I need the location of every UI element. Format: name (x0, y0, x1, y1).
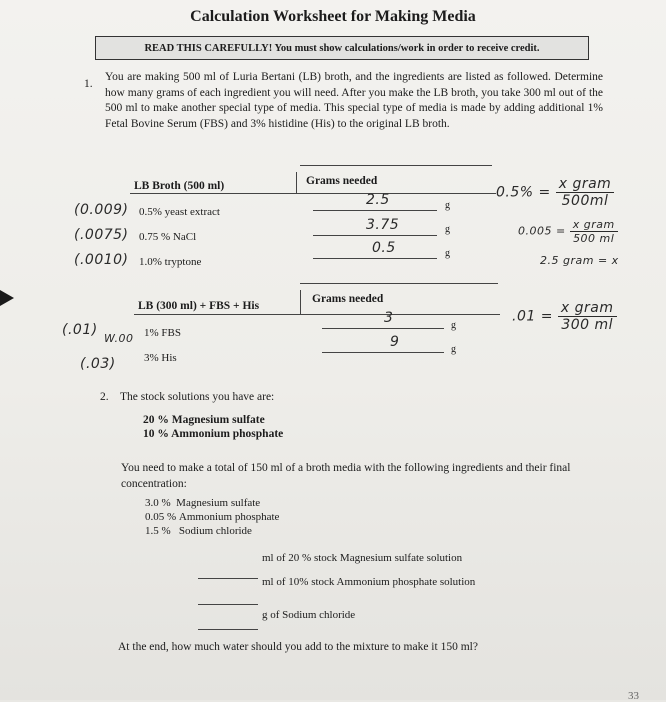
table2-row2-blank (322, 352, 444, 353)
work2-num: x gram (558, 300, 617, 317)
table2-row1-note: (.01) (62, 322, 98, 338)
table2-row1-answer: 3 (384, 310, 394, 326)
instruction-banner (95, 36, 589, 60)
work1-line2 (518, 218, 618, 245)
final-1-name: Magnesium sulfate (176, 497, 261, 509)
work1-line2-fraction (570, 218, 618, 245)
table1-row2-ingredient: 0.75 % NaCl (139, 231, 197, 243)
blank-1-label: ml of 20 % stock Magnesium sulfate solution (262, 552, 463, 564)
table2-row2-unit: g (451, 344, 456, 355)
table1-header-rule (130, 193, 496, 194)
final-3-name: Sodium chloride (178, 525, 252, 537)
table2-row1-blank (322, 328, 444, 329)
question-1-number: 1. (84, 78, 93, 90)
final-3-pct: 1.5 % (145, 525, 171, 537)
work1-line1-fraction (556, 176, 615, 209)
blank-1-line[interactable] (198, 578, 258, 579)
table1-row3-ingredient: 1.0% tryptone (139, 256, 202, 268)
page-number: 33 (628, 690, 639, 702)
blank-2-label: ml of 10% stock Ammonium phosphate solution (262, 576, 476, 588)
table2-row1-unit: g (451, 320, 456, 331)
table1-divider (296, 172, 297, 194)
final-2-pct: 0.05 % (145, 511, 177, 523)
table1-row1-blank (313, 210, 437, 211)
work1-line1-left: 0.5% = (496, 184, 551, 201)
blank-3-line[interactable] (198, 629, 258, 630)
table2-row2-note: (.03) (80, 356, 116, 372)
table1-row2-answer: 3.75 (366, 217, 400, 233)
work1-line2-den: 500 ml (573, 232, 615, 245)
work1-line2-num: x gram (570, 218, 618, 232)
table2-row2-answer: 9 (390, 334, 400, 350)
final-1-pct: 3.0 % (145, 497, 171, 509)
stock-2: 10 % Ammonium phosphate (143, 428, 284, 440)
page-title: Calculation Worksheet for Making Media (190, 8, 476, 25)
table2-header-rule (134, 314, 500, 315)
table1-row3-answer: 0.5 (372, 240, 396, 256)
table1-row1-unit: g (445, 200, 450, 211)
question-2-number: 2. (100, 391, 109, 403)
margin-arrow-icon (0, 290, 14, 306)
rule-line (300, 165, 492, 166)
work1-line1-den: 500ml (561, 193, 609, 209)
table1-row2-blank (313, 235, 437, 236)
table1-header-right: Grams needed (306, 175, 378, 187)
table1-row2-note: (.0075) (74, 227, 129, 243)
table2-header-left: LB (300 ml) + FBS + His (138, 300, 260, 312)
question-2-final: At the end, how much water should you add to the mixture to make it 150 ml? (118, 641, 478, 653)
table1-row3-unit: g (445, 248, 450, 259)
work1-line2-left: 0.005 = (518, 224, 566, 238)
work2-line (512, 300, 617, 333)
work1-line3: 2.5 gram = x (540, 254, 619, 267)
final-1 (145, 497, 260, 509)
blank-2-line[interactable] (198, 604, 258, 605)
work1-line1-num: x gram (556, 176, 615, 193)
table1-row1-ingredient: 0.5% yeast extract (139, 206, 220, 218)
stock-1: 20 % Magnesium sulfate (143, 414, 265, 426)
table2-row2-ingredient: 3% His (144, 352, 177, 364)
table2-divider (300, 290, 301, 315)
work2-left: .01 = (512, 308, 553, 325)
final-2-name: Ammonium phosphate (178, 511, 280, 523)
final-2 (145, 511, 279, 523)
question-1-text: You are making 500 ml of Luria Bertani (LB) broth, and the ingredients are listed as followed. Determine how many grams of each ingredient you will need. After you make the LB broth, you take 300 ml out of the 500 ml to make another special type of media. This special type of media is made by adding additional 1% Fetal Bovine Serum (FBS) and 3% histidine (His) to the original LB broth. (105, 71, 603, 130)
table1-row1-answer: 2.5 (366, 192, 390, 208)
work1-line1 (496, 176, 614, 209)
table2-row1-ingredient: 1% FBS (144, 327, 181, 339)
table1-row3-note: (.0010) (74, 252, 129, 268)
final-3 (145, 525, 252, 537)
instruction-banner-text: READ THIS CAREFULLY! You must show calculations/work in order to receive credit. (144, 42, 540, 54)
table1-row1-note: (0.009) (74, 202, 129, 218)
table2-extra-note: W.00 (104, 332, 134, 345)
question-2-intro: The stock solutions you have are: (120, 391, 275, 403)
table1-row2-unit: g (445, 224, 450, 235)
table1-row3-blank (313, 258, 437, 259)
table2-top-rule (300, 283, 498, 284)
question-2-task: You need to make a total of 150 ml of a broth media with the following ingredients and their final concentration: (121, 462, 571, 490)
table1-header-left: LB Broth (500 ml) (134, 180, 225, 192)
table2-header-right: Grams needed (312, 293, 384, 305)
work2-den: 300 ml (561, 317, 614, 333)
work2-fraction (558, 300, 617, 333)
blank-3-label: g of Sodium chloride (262, 609, 356, 621)
